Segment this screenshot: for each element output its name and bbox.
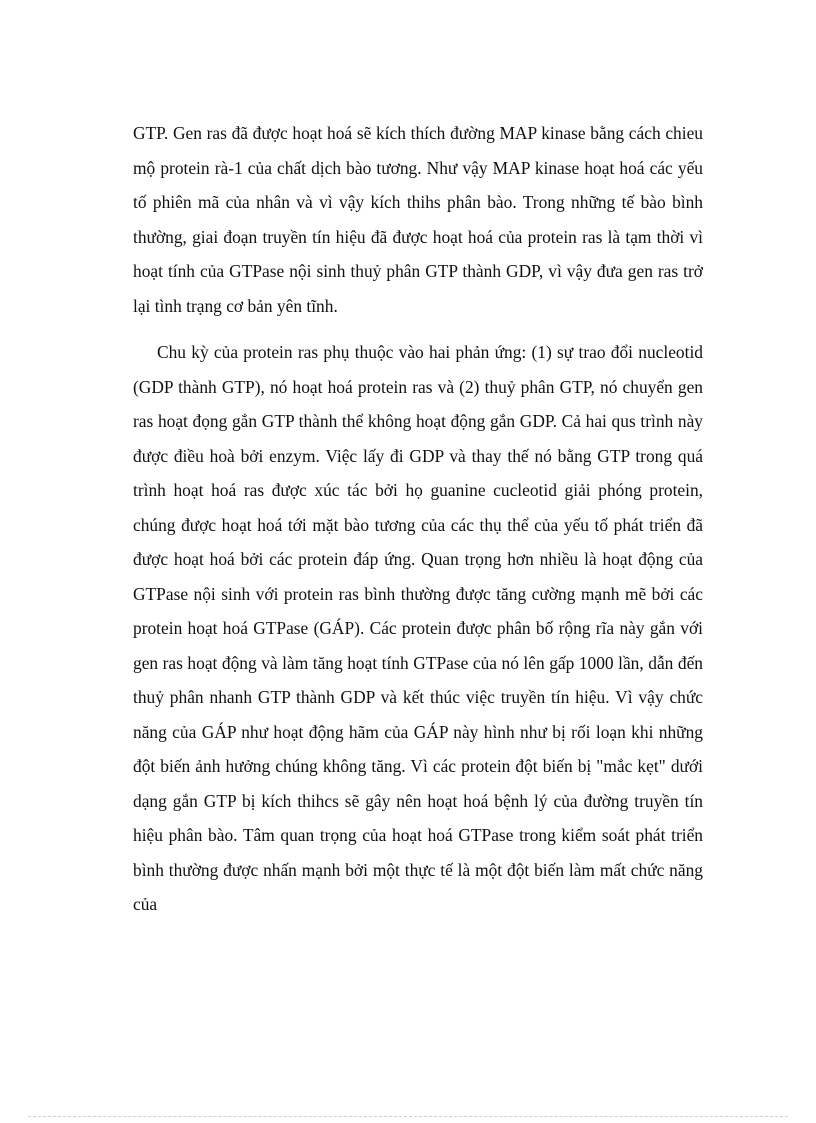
paragraph-1: GTP. Gen ras đã được hoạt hoá sẽ kích thích đường MAP kinase bằng cách chieu mộ protein rà-1 của chất dịch bào tương. Như vậy MAP kinase hoạt hoá các yếu tố phiên mã của nhân và vì vậy kích thihs phân bào. Trong những tế bào bình thường, giai đoạn truyền tín hiệu đã được hoạt hoá của protein ras là tạm thời vì hoạt tính của GTPase nội sinh thuỷ phân GTP thành GDP, vì vậy đưa gen ras trở lại tình trạng cơ bản yên tĩnh. (133, 123, 703, 316)
body-text (133, 116, 703, 922)
page-bottom-divider (28, 1116, 788, 1117)
paragraph-2: Chu kỳ của protein ras phụ thuộc vào hai phản ứng: (1) sự trao đổi nucleotid (GDP thành GTP), nó hoạt hoá protein ras và (2) thuỷ phân GTP, nó chuyển gen ras hoạt đọng gắn GTP thành thể không hoạt động gắn GDP. Cả hai qus trình này được điều hoà bởi enzym. Việc lấy đi GDP và thay thế nó bằng GTP trong quá trình hoạt hoá ras được xúc tác bởi họ guanine cucleotid giải phóng protein, chúng được hoạt hoá tới mặt bào tương của các thụ thể của yếu tố phát triển đã được hoạt hoá bởi các protein đáp ứng. Quan trọng hơn nhiều là hoạt động của GTPase nội sinh với protein ras bình thường được tăng cường mạnh mẽ bởi các protein hoạt hoá GTPase (GÁP). Các protein được phân bố rộng rĩa này gắn với gen ras hoạt động và làm tăng hoạt tính GTPase của nó lên gấp 1000 lần, dẫn đến thuỷ phân nhanh GTP thành GDP và kết thúc việc truyền tín hiệu. Vì vậy chức năng của GÁP như hoạt động hãm của GÁP này hình như bị rối loạn khi những đột biến ảnh hưởng chúng không tăng. Vì các protein đột biến bị "mắc kẹt" dưới dạng gắn GTP bị kích thihcs sẽ gây nên hoạt hoá bệnh lý của đường truyền tín hiệu phân bào. Tâm quan trọng của hoạt hoá GTPase trong kiểm soát phát triển bình thường được nhấn mạnh bởi một thực tế là một đột biến làm mất chức năng của (133, 342, 703, 914)
